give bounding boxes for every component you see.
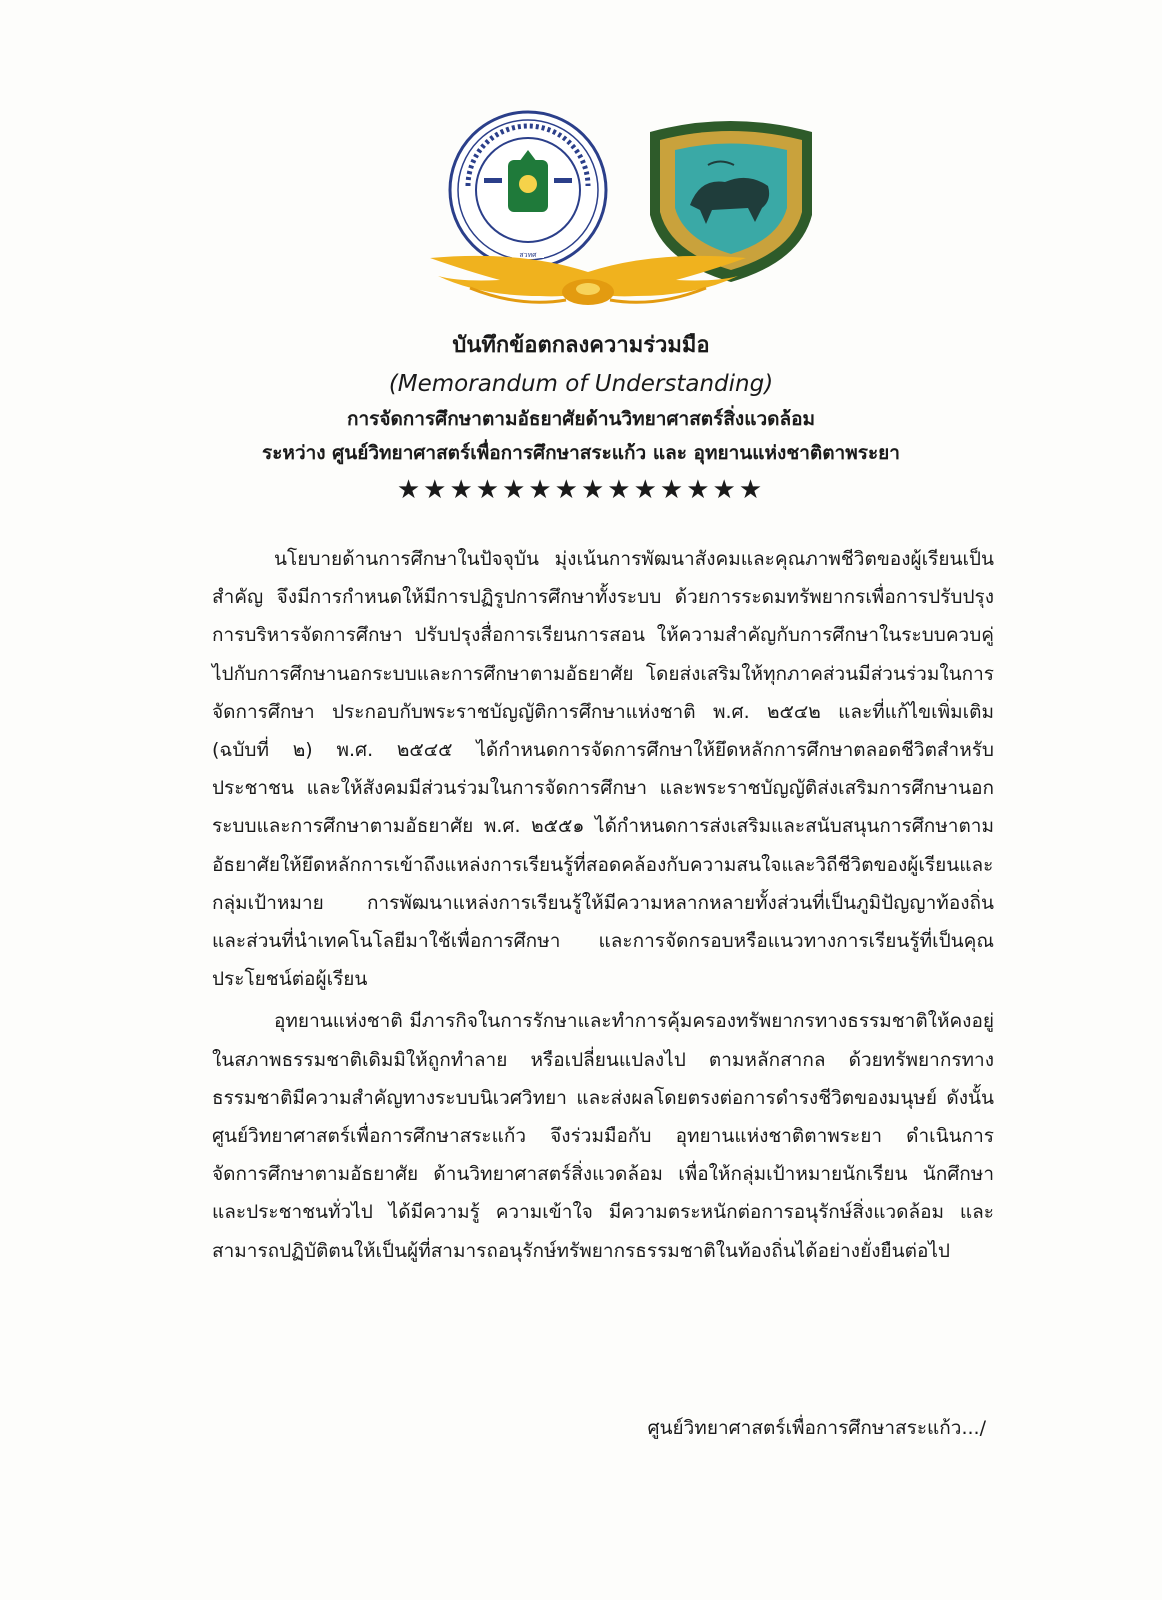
golden-wings-ornament-icon: [430, 256, 746, 305]
mou-title-thai: บันทึกข้อตกลงความร่วมมือ: [452, 333, 710, 358]
science-centre-seal-icon: [450, 112, 606, 268]
star-divider: ★★★★★★★★★★★★★★: [396, 475, 766, 505]
paragraph-national-park: อุทยานแห่งชาติ มีภารกิจในการรักษาและทำการคุ้มครองทรัพยากรทางธรรมชาติให้คงอยู่ในสภาพธรรมชาติเดิมมิให้ถูกทำลาย หรือเปลี่ยนแปลงไป ตามหลักสากล ด้วยทรัพยากรทางธรรมชาติมีความสำคัญทางระบบนิเวศวิทยา และส่งผลโดยตรงต่อการดำรงชีวิตของมนุษย์ ดังนั้น ศูนย์วิทยาศาสตร์เพื่อการศึกษาสระแก้ว จึงร่วมมือกับ อุทยานแห่งชาติตาพระยา ดำเนินการจัดการศึกษาตามอัธยาศัย ด้านวิทยาศาสตร์สิ่งแวดล้อม เพื่อให้กลุ่มเป้าหมายนักเรียน นักศึกษา และประชาชนทั่วไป ได้มีความรู้ ความเข้าใจ มีความตระหนักต่อการอนุรักษ์สิ่งแวดล้อม และสามารถปฏิบัติตนให้เป็นผู้ที่สามารถอนุรักษ์ทรัพยากรธรรมชาติในท้องถิ่นได้อย่างยั่งยืนต่อไป: [212, 1010, 994, 1262]
page-continuation: ศูนย์วิทยาศาสตร์เพื่อการศึกษาสระแก้ว.../: [647, 1417, 986, 1439]
paragraph-education-policy: นโยบายด้านการศึกษาในปัจจุบัน มุ่งเน้นการพัฒนาสังคมและคุณภาพชีวิตของผู้เรียนเป็นสำคัญ จึงมีการกำหนดให้มีการปฏิรูปการศึกษาทั้งระบบ ด้วยการระดมทรัพยากรเพื่อการปรับปรุงการบริหารจัดการศึกษา ปรับปรุงสื่อการเรียนการสอน ให้ความสำคัญกับการศึกษาในระบบควบคู่ไปกับการศึกษานอกระบบและการศึกษาตามอัธยาศัย โดยส่งเสริมให้ทุกภาคส่วนมีส่วนร่วมในการจัดการศึกษา ประกอบกับพระราชบัญญัติการศึกษาแห่งชาติ พ.ศ. ๒๕๔๒ และที่แก้ไขเพิ่มเติม (ฉบับที่ ๒) พ.ศ. ๒๕๔๕ ได้กำหนดการจัดการศึกษาให้ยึดหลักการศึกษาตลอดชีวิตสำหรับประชาชน และให้สังคมมีส่วนร่วมในการจัดการศึกษา และพระราชบัญญัติส่งเสริมการศึกษานอกระบบและการศึกษาตามอัธยาศัย พ.ศ. ๒๕๕๑ ได้กำหนดการส่งเสริมและสนับสนุนการศึกษาตามอัธยาศัยให้ยึดหลักการเข้าถึงแหล่งการเรียนรู้ที่สอดคล้องกับความสนใจและวิถีชีวิตของผู้เรียนและกลุ่มเป้าหมาย การพัฒนาแหล่งการเรียนรู้ให้มีความหลากหลายทั้งส่วนที่เป็นภูมิปัญญาท้องถิ่น และส่วนที่นำเทคโนโลยีมาใช้เพื่อการศึกษา และการจัดกรอบหรือแนวทางการเรียนรู้ที่เป็นคุณประโยชน์ต่อผู้เรียน: [212, 548, 994, 991]
document-title-block: [0, 328, 1162, 508]
svg-text:สวทศ: สวทศ: [519, 251, 537, 259]
document-body: [212, 540, 994, 1274]
mou-parties: ระหว่าง ศูนย์วิทยาศาสตร์เพื่อการศึกษาสระแก้ว และ อุทยานแห่งชาติตาพระยา: [262, 442, 900, 464]
mou-subject: การจัดการศึกษาตามอัธยาศัยด้านวิทยาศาสตร์สิ่งแวดล้อม: [346, 408, 816, 430]
mou-title-english: (Memorandum of Understanding): [388, 371, 774, 397]
header-logos: [0, 0, 1162, 330]
header-emblems: [0, 0, 1162, 330]
